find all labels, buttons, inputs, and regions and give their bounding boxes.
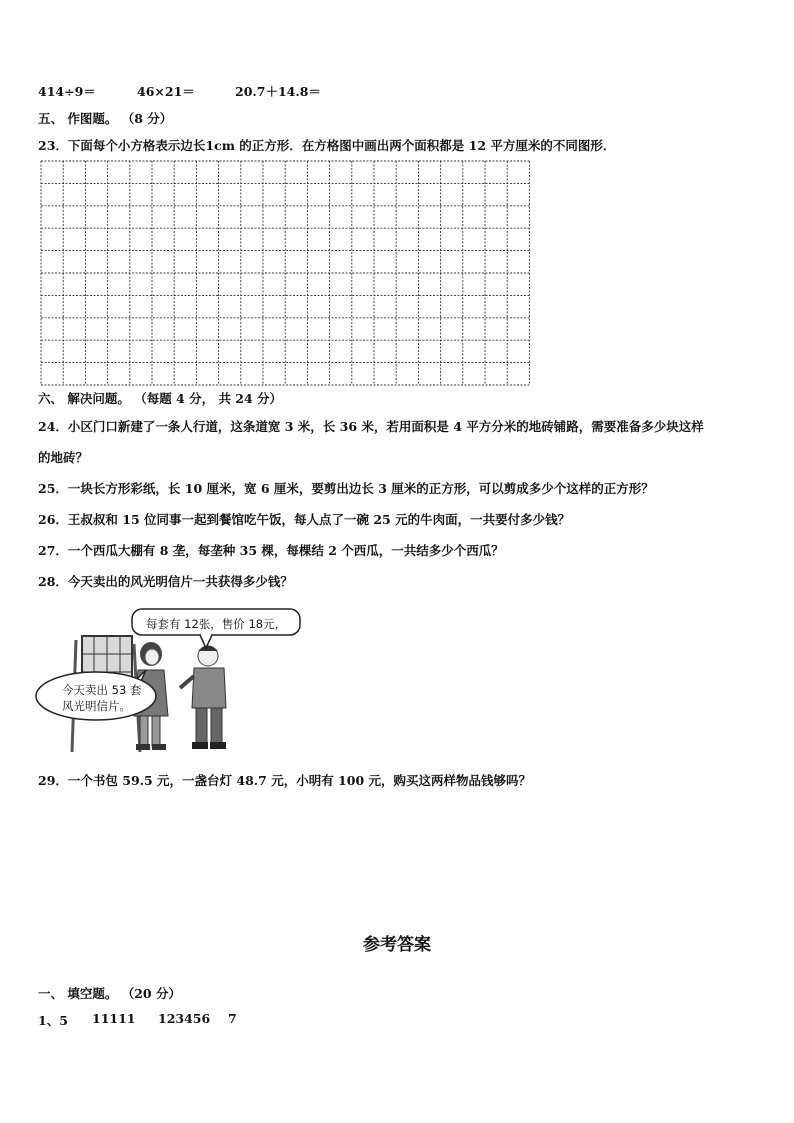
answer-1-item-3: 123456 bbox=[158, 1011, 211, 1026]
question-28: 28．今天卖出的风光明信片一共获得多少钱？ bbox=[38, 574, 293, 589]
boy-speech-text: 每套有 12张，售价 18元， bbox=[146, 617, 287, 631]
postcard-illustration bbox=[30, 604, 330, 754]
girl-speech-text-2: 风光明信片。 bbox=[62, 699, 131, 713]
question-25: 25．一块长方形彩纸，长 10 厘米，宽 6 厘米，要剪出边长 3 厘米的正方形，可以剪成多少个这样的正方形？ bbox=[38, 481, 654, 496]
calc-item-3: 20.7＋14.8＝ bbox=[235, 84, 321, 99]
calc-item-2: 46×21＝ bbox=[137, 84, 195, 99]
question-24-line-2: 的地砖？ bbox=[38, 450, 89, 465]
answers-title: 参考答案 bbox=[363, 935, 431, 955]
answers-section-1-heading: 一、 填空题。 （20 分） bbox=[38, 986, 181, 1001]
section-6-heading: 六、 解决问题。 （每题 4 分， 共 24 分） bbox=[38, 391, 283, 406]
girl-speech-text-1: 今天卖出 53 套 bbox=[62, 683, 142, 697]
answer-1-item-4: 7 bbox=[228, 1011, 237, 1026]
boy-figure bbox=[180, 646, 226, 750]
question-27: 27．一个西瓜大棚有 8 垄，每垄种 35 棵，每棵结 2 个西瓜，一共结多少个西瓜？ bbox=[38, 543, 504, 558]
question-23: 23．下面每个小方格表示边长1cm 的正方形．在方格图中画出两个面积都是 12 平方厘米的不同图形． bbox=[38, 138, 616, 153]
answer-1-item-2: 11111 bbox=[92, 1011, 136, 1026]
question-24-line-1: 24．小区门口新建了一条人行道，这条道宽 3 米，长 36 米，若用面积是 4 平方分米的地砖铺路，需要准备多少块这样 bbox=[38, 419, 704, 434]
section-5-heading: 五、 作图题。 （8 分） bbox=[38, 111, 173, 126]
answer-1-item-1: 1、5 bbox=[38, 1013, 68, 1028]
question-26: 26．王叔叔和 15 位同事一起到餐馆吃午饭，每人点了一碗 25 元的牛肉面，一共要付多少钱？ bbox=[38, 512, 571, 527]
square-grid bbox=[40, 160, 530, 386]
question-29: 29．一个书包 59.5 元，一盏台灯 48.7 元，小明有 100 元，购买这两样物品钱够吗？ bbox=[38, 773, 531, 788]
calc-item-1: 414÷9＝ bbox=[38, 84, 96, 99]
